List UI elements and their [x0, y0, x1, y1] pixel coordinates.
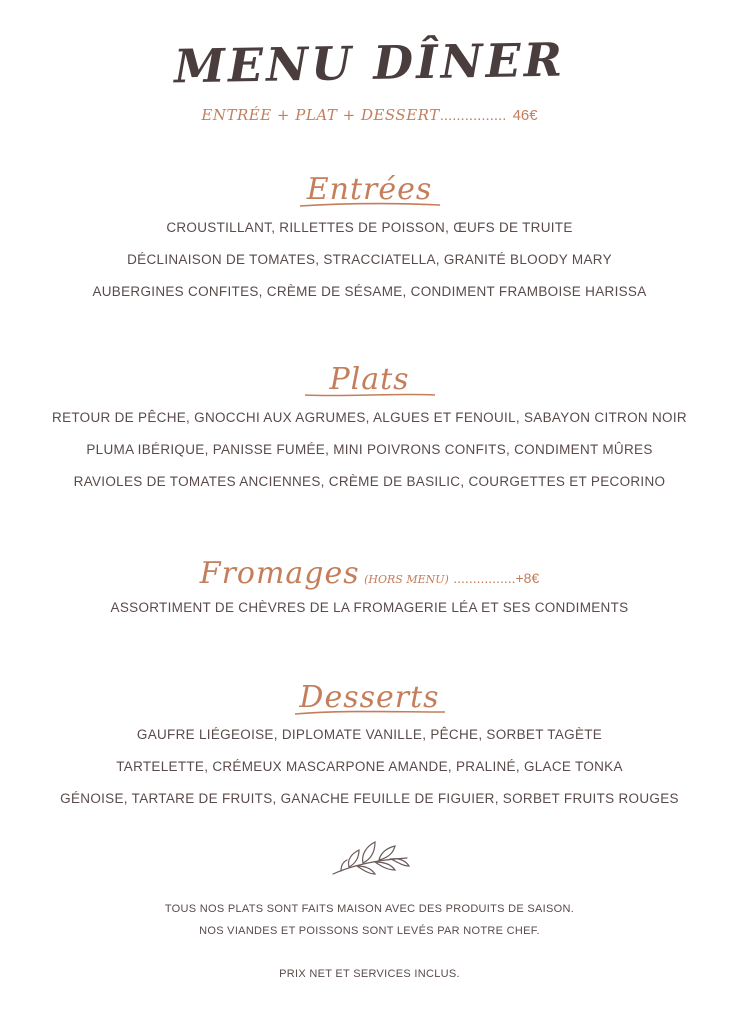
- list-item: ASSORTIMENT DE CHÈVRES DE LA FROMAGERIE LÉA ET SES CONDIMENTS: [110, 600, 629, 615]
- olive-branch-icon: [0, 836, 739, 885]
- fromages-list: [0, 592, 739, 624]
- desserts-heading: [0, 680, 739, 717]
- entrees-list: [0, 212, 739, 308]
- plats-heading: [0, 362, 739, 399]
- section-title-desserts: Desserts: [299, 680, 440, 715]
- fromages-dots: ................: [453, 570, 516, 586]
- fromages-note: (HORS MENU): [364, 573, 449, 586]
- plats-list: [0, 402, 739, 498]
- list-item: TARTELETTE, CRÉMEUX MASCARPONE AMANDE, PRALINÉ, GLACE TONKA: [116, 759, 623, 774]
- list-item: RETOUR DE PÊCHE, GNOCCHI AUX AGRUMES, ALGUES ET FENOUIL, SABAYON CITRON NOIR: [52, 410, 687, 425]
- fromages-heading: [0, 556, 739, 591]
- entrees-heading: [0, 172, 739, 209]
- menu-title: MENU DÎNER: [173, 32, 566, 94]
- formula-price: 46€: [512, 107, 538, 124]
- footer-price-note: [0, 963, 739, 985]
- fromages-price: +8€: [515, 570, 540, 586]
- list-item: AUBERGINES CONFITES, CRÈME DE SÉSAME, CONDIMENT FRAMBOISE HARISSA: [92, 284, 647, 299]
- list-item: GAUFRE LIÉGEOISE, DIPLOMATE VANILLE, PÊCHE, SORBET TAGÈTE: [136, 727, 603, 742]
- menu-formula: [0, 106, 739, 124]
- list-item: RAVIOLES DE TOMATES ANCIENNES, CRÈME DE BASILIC, COURGETTES ET PECORINO: [73, 474, 666, 489]
- footer-line: PRIX NET ET SERVICES INCLUS.: [279, 968, 460, 980]
- list-item: GÉNOISE, TARTARE DE FRUITS, GANACHE FEUILLE DE FIGUIER, SORBET FRUITS ROUGES: [60, 791, 679, 806]
- list-item: PLUMA IBÉRIQUE, PANISSE FUMÉE, MINI POIVRONS CONFITS, CONDIMENT MÛRES: [86, 442, 653, 457]
- section-title-plats: Plats: [329, 362, 410, 397]
- desserts-list: [0, 719, 739, 815]
- footer-notes: [0, 898, 739, 942]
- footer-line: TOUS NOS PLATS SONT FAITS MAISON AVEC DES PRODUITS DE SAISON.: [164, 903, 575, 915]
- section-title-entrees: Entrées: [306, 172, 433, 207]
- formula-label: ENTRÉE + PLAT + DESSERT: [201, 106, 440, 124]
- list-item: DÉCLINAISON DE TOMATES, STRACCIATELLA, GRANITÉ BLOODY MARY: [127, 252, 612, 267]
- footer-line: NOS VIANDES ET POISSONS SONT LEVÉS PAR NOTRE CHEF.: [199, 925, 540, 937]
- formula-dots: ................: [439, 107, 507, 124]
- list-item: CROUSTILLANT, RILLETTES DE POISSON, ŒUFS DE TRUITE: [166, 220, 573, 235]
- section-title-fromages: Fromages: [199, 556, 360, 591]
